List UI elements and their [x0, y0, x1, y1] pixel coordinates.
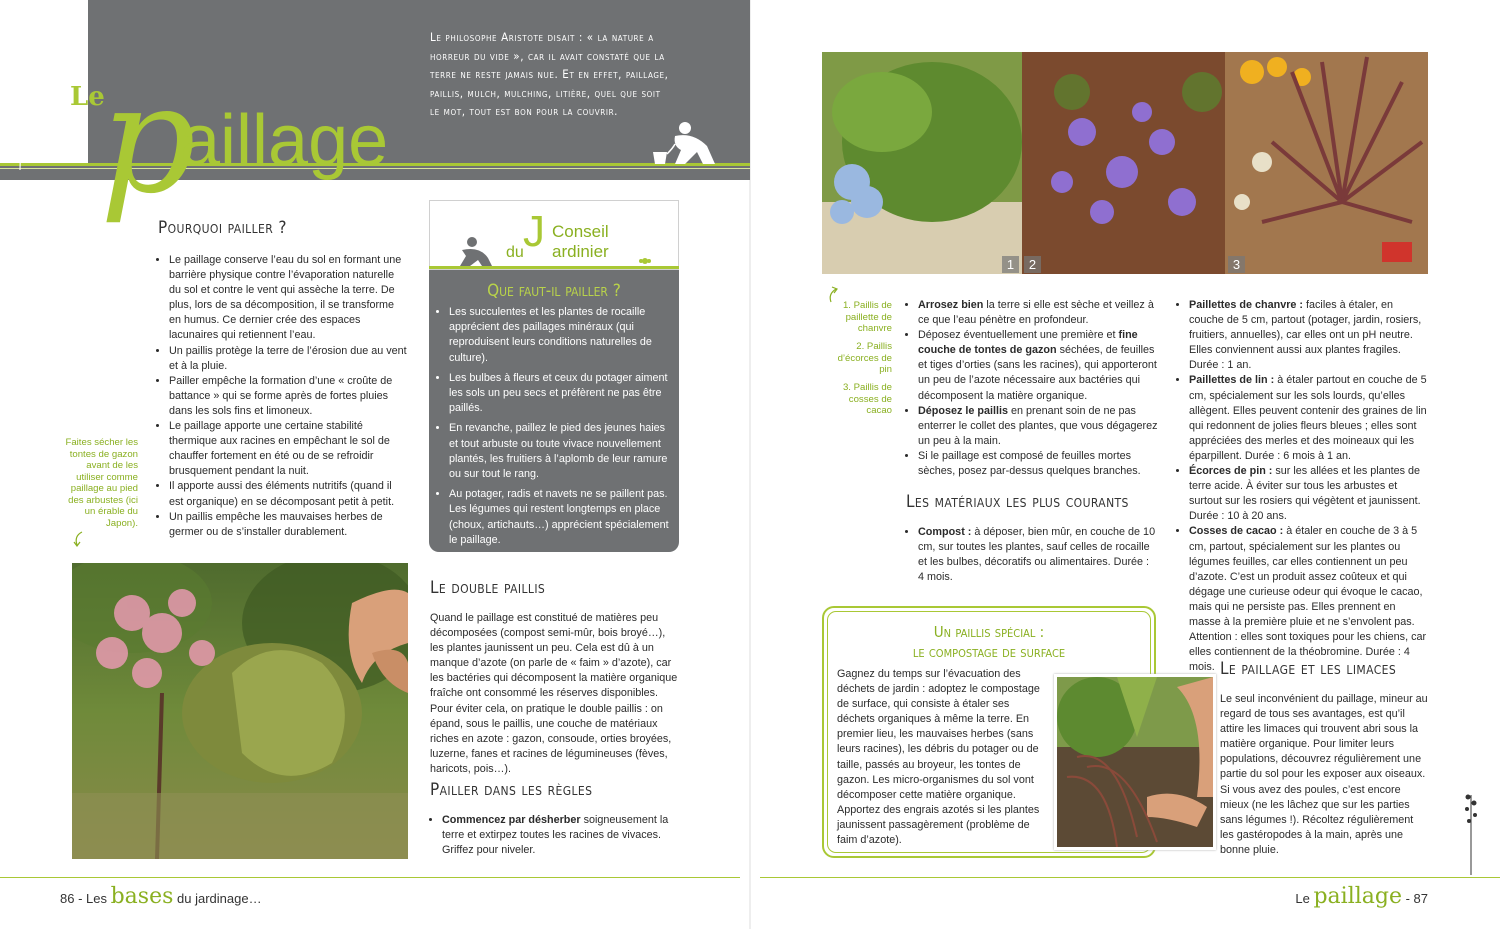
list-item: • Le paillage conserve l’eau du sol en formant une barrière physique contre l’évaporation naturelle du sol et contre le vent qui assèche la terre. De plus, lors de sa décomposition, il se transforme en humus. Ce dernier crée des espaces lacunaires qui retiennent l’eau.	[169, 253, 409, 344]
list-item: • En revanche, paillez le pied des jeunes haies et tout arbuste ou toute vivace nouvellement plantés, les fruitiers à l’aplomb de leur ramure ou sur tout le rang.	[449, 421, 669, 482]
list-item: • Compost : à déposer, bien mûr, en couche de 10 cm, sur toutes les plantes, sauf celles de rocaille et les bulbes, décoratifs ou alimentaires. Durée : 4 mois.	[918, 525, 1158, 585]
double-paillis-text: Quand le paillage est constitué de matières peu décomposées (compost semi-mûr, bois broyé…), les plantes jaunissent un peu. Cela est dû à un manque d’azote (on parle de « faim » d’azote), car les bactéries qui décomposent la matière organique fraîche ont consommé les réserves disponibles. Pour éviter cela, on pratique le double paillis : on épand, sous le paillis, une couche de matériaux riches en azote : gazon, consoude, orties broyées, luzerne, fanes et racines de légumineuses (fèves, haricots, pois…).	[430, 612, 678, 775]
plant-sprig-illustration	[1456, 785, 1486, 875]
mulch-photo-strip	[822, 52, 1428, 274]
list-item: • Il apporte aussi des éléments nutritifs (quand il est organique) en se décomposant petit à petit.	[169, 479, 409, 509]
list-item: • Pailler empêche la formation d’une « croûte de battance » qui se forme après de fortes pluies dans les sols fins et limoneux.	[169, 374, 409, 419]
conseil-j-letter: J	[523, 207, 545, 256]
kneeling-gardener-icon	[452, 236, 498, 266]
regles-heading: Pailler dans les règles	[430, 780, 593, 800]
list-item: • Les bulbes à fleurs et ceux du potager aiment les sols un peu secs et préfèrent ne pas être paillés.	[449, 371, 669, 417]
photo-number-3: 3	[1228, 256, 1245, 273]
double-paillis-heading: Le double paillis	[430, 578, 546, 598]
footer-line-right	[760, 877, 1500, 878]
pourquoi-heading: Pourquoi pailler ?	[158, 218, 287, 238]
list-item: • Un paillis empêche les mauvaises herbes de germer ou de s’installer durablement.	[169, 510, 409, 540]
list-item: • Écorces de pin : sur les allées et les plantes de terre acide. À éviter sur tous les arbustes et surtout sur les rosiers qui végètent et jaunissent. Durée : 10 à 20 ans.	[1189, 464, 1429, 524]
curved-arrow-icon	[72, 530, 86, 548]
footer-line-left	[0, 877, 740, 878]
limaces-heading: Le paillage et les limaces	[1220, 659, 1397, 679]
du-word: du	[506, 244, 524, 261]
photo-caption-2: 2. Paillis d’écorces de pin	[837, 341, 892, 375]
list-item: • Arrosez bien la terre si elle est sèche et veillez à ce que l’eau pénètre en profondeur.	[918, 298, 1158, 328]
list-item: • Cosses de cacao : à étaler en couche de 3 à 5 cm, partout, spécialement sur les plantes ou légumes feuilles, car elles contiennent un peu d’azote. C’est un produit assez coûteux et qui dégage une curieuse odeur qui évoque le cacao, mais qui ne persiste pas. Elles prennent en masse à la première pluie et ne s’envolent pas. Attention : elles sont toxiques pour les chiens, car elles contiennent de la théobromine. Durée : 4 mois.	[1189, 524, 1429, 675]
materials-list	[1177, 298, 1429, 675]
intro-text: Le philosophe Aristote disait : « la nature a horreur du vide », car il avait constaté que la terre ne reste jamais nue. Et en effet, paillage, paillis, mulch, mulching, litière, quel que soit le mot, tout est bon pour la couvrir.	[430, 30, 669, 118]
side-note-caption: Faites sécher les tontes de gazon avant de les utiliser comme paillage au pied des arbustes (ici un érable du Japon).	[65, 437, 138, 529]
title-le: Le	[70, 82, 105, 112]
conseil-title: Que faut-il pailler ?	[487, 281, 621, 301]
list-item: • Déposez le paillis en prenant soin de ne pas enterrer le collet des plantes, que vous dégagerez un peu à la main.	[918, 404, 1158, 449]
maple-mulch-photo	[72, 563, 408, 859]
limaces-text: Le seul inconvénient du paillage, mineur au regard de tous ses avantages, est qu’il attire les limaces qui trouvent abri sous la matière organique. Pour limiter leurs populations, découvrez régulièrement une partie du sol pour les exposer aux oiseaux. Si vous avez des poules, c’est encore mieux (ne les lâchez que sur les parties sans légumes !). Récoltez régulièrement les gastéropodes à la main, après une bonne pluie.	[1220, 693, 1428, 856]
footer-left: 86 - Les bases du jardinage…	[60, 884, 262, 909]
list-item: • Les succulentes et les plantes de rocaille apprécient des paillages minéraux (qui reproduisent leurs conditions naturelles de culture).	[449, 305, 669, 366]
compost-item	[906, 525, 1158, 585]
photo-number-2: 2	[1024, 256, 1041, 273]
compost-surface-photo	[1054, 674, 1216, 850]
flower-icon	[638, 254, 652, 268]
steps-list	[906, 298, 1158, 479]
photo-caption-3: 3. Paillis de cosses de cacao	[842, 382, 892, 416]
gardener-silhouette-icon	[645, 120, 720, 166]
photo-number-1: 1	[1002, 256, 1019, 273]
umbel-plant-illustration	[0, 30, 70, 170]
list-item: • Un paillis protège la terre de l’érosion due au vent et à la pluie.	[169, 344, 409, 374]
list-item: • Paillettes de chanvre : faciles à étaler, en couche de 5 cm, partout (potager, jardin, rosiers, fruitiers, annuelles), car elles ont un pH neutre. Elles conviennent aussi aux plantes fragiles. Durée : 1 an.	[1189, 298, 1429, 373]
special-title: Un paillis spécial : le compostage de surface	[912, 623, 1066, 661]
list-item: • Paillettes de lin : à étaler partout en couche de 5 cm, spécialement sur les sols lourds, qu’elles allègent. Elles peuvent contenir des graines de lin qui redonnent de jolies fleurs bleues ; elles sont appréciées des merles et des moineaux qui les éparpillent. Durée : 6 mois à 1 an.	[1189, 373, 1429, 464]
list-item: • Si le paillage est composé de feuilles mortes sèches, posez par-dessus quelques branches.	[918, 449, 1158, 479]
jardinier-word: ardinier	[552, 242, 609, 261]
title-big-p: p	[100, 53, 197, 227]
materials-heading: Les matériaux les plus courants	[906, 492, 1129, 512]
list-item: • Le paillage apporte une certaine stabilité thermique aux racines en empêchant le sol de chauffer fortement en été ou de se refroidir brusquement pendant la nuit.	[169, 419, 409, 479]
special-text: Gagnez du temps sur l’évacuation des déchets de jardin : adoptez le compostage de surface, qui consiste à étaler ses déchets organiques à même la terre. En premier lieu, les mauvaises herbes (sans leurs racines), les débris du potager ou de taille, passés au broyeur, les tontes de gazon. Les micro-organismes du sol vont décomposer cette matière organique. Apportez des engrais azotés si les plantes jaunissent passagèrement (problème de faim d’azote).	[837, 668, 1040, 847]
regles-list	[430, 813, 680, 858]
list-item: • Commencez par désherber soigneusement la terre et extirpez toutes les racines de vivaces. Griffez pour niveler.	[442, 813, 680, 858]
photo-caption-1: 1. Paillis de paillette de chanvre	[842, 300, 892, 334]
pourquoi-list	[157, 253, 409, 540]
footer-right: Le paillage - 87	[1295, 884, 1428, 909]
title-rest: aillage	[180, 101, 389, 181]
list-item: • Déposez éventuellement une première et fine couche de tontes de gazon séchées, de feuilles et tiges d’orties (sans les racines), qui apporteront un peu de l’azote nécessaire aux bactéries qui décomposent la matière organique.	[918, 328, 1158, 403]
conseil-list	[437, 305, 669, 553]
list-item: • Au potager, radis et navets ne se paillent pas. Les légumes qui restent longtemps en place (choux, artichauts…) apprécient spécialement le paillage.	[449, 487, 669, 548]
conseil-word: Conseil	[552, 222, 609, 241]
